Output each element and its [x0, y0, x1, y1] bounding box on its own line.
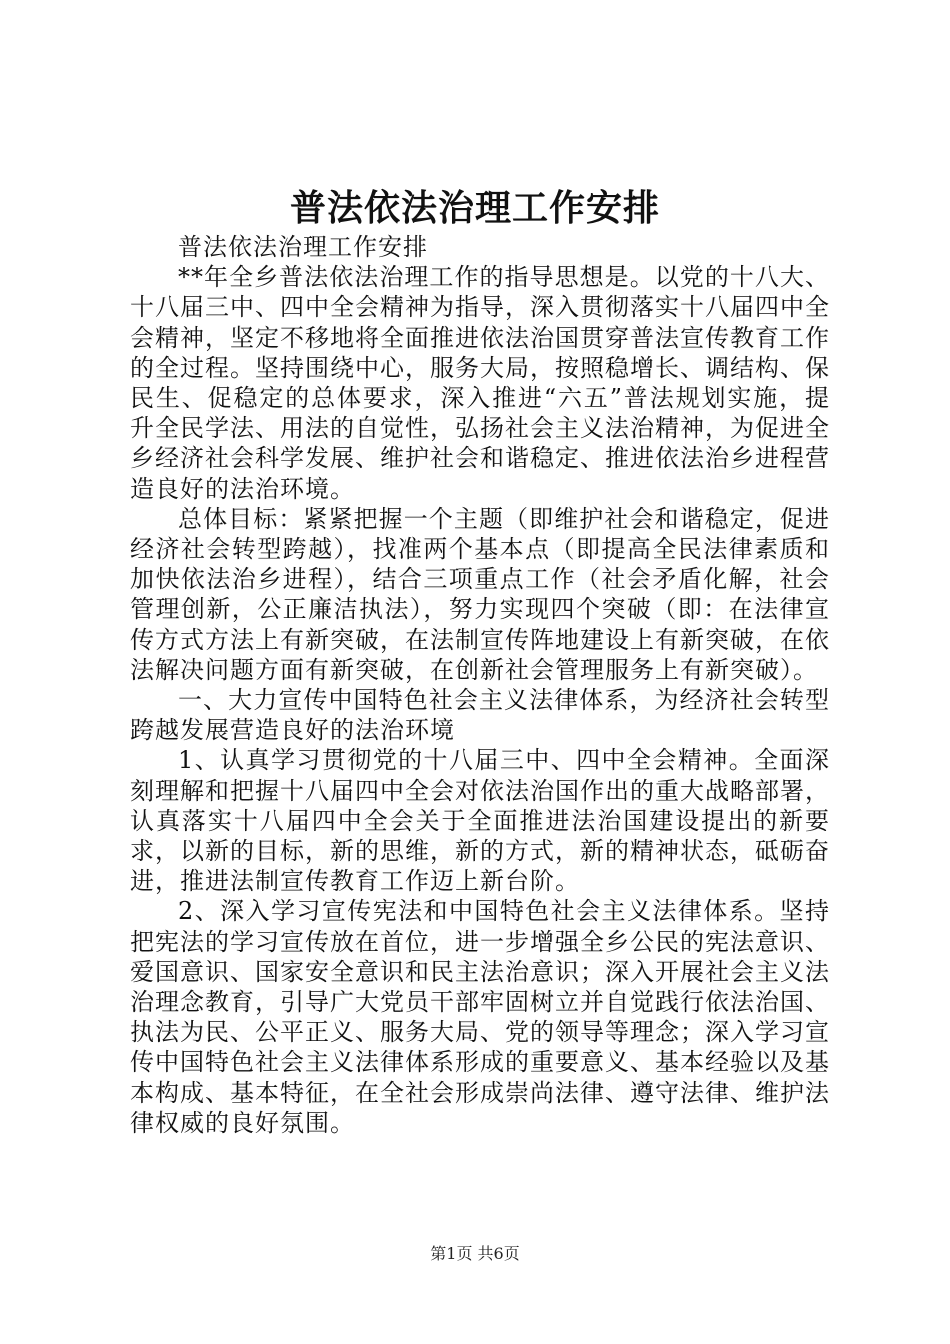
document-title: 普法依法治理工作安排	[289, 187, 660, 229]
document-body	[130, 232, 830, 1138]
paragraph-item-1: 1、认真学习贯彻党的十八届三中、四中全会精神。全面深刻理解和把握十八届四中全会对依法治国作出的重大战略部署，认真落实十八届四中全会关于全面推进法治国建设提出的新要求，以新的目标，新的思维，新的方式，新的精神状态，砥砺奋进，推进法制宣传教育工作迈上新台阶。	[130, 746, 830, 896]
paragraph-heading: 普法依法治理工作安排	[178, 233, 428, 261]
page-footer: 第1页 共6页	[430, 1244, 520, 1263]
section-heading-one: 一、大力宣传中国特色社会主义法律体系，为经济社会转型跨越发展营造良好的法治环境	[130, 686, 830, 745]
paragraph-guiding-ideology: **年全乡普法依法治理工作的指导思想是。以党的十八大、十八届三中、四中全会精神为指导，深入贯彻落实十八届四中全会精神，坚定不移地将全面推进依法治国贯穿普法宣传教育工作的全过程。坚持围绕中心，服务大局，按照稳增长、调结构、保民生、促稳定的总体要求，深入推进“六五”普法规划实施，提升全民学法、用法的自觉性，弘扬社会主义法治精神，为促进全乡经济社会科学发展、维护社会和谐稳定、推进依法治乡进程营造良好的法治环境。	[130, 263, 830, 503]
paragraph-item-2: 2、深入学习宣传宪法和中国特色社会主义法律体系。坚持把宪法的学习宣传放在首位，进一步增强全乡公民的宪法意识、爱国意识、国家安全意识和民主法治意识；深入开展社会主义法治理念教育，引导广大党员干部牢固树立并自觉践行依法治国、执法为民、公平正义、服务大局、党的领导等理念；深入学习宣传中国特色社会主义法律体系形成的重要意义、基本经验以及基本构成、基本特征，在全社会形成崇尚法律、遵守法律、维护法律权威的良好氛围。	[130, 897, 830, 1137]
paragraph-overall-goal: 总体目标：紧紧把握一个主题（即维护社会和谐稳定，促进经济社会转型跨越），找准两个基本点（即提高全民法律素质和加快依法治乡进程），结合三项重点工作（社会矛盾化解，社会管理创新，公正廉洁执法），努力实现四个突破（即：在法律宣传方式方法上有新突破，在法制宣传阵地建设上有新突破，在依法解决问题方面有新突破，在创新社会管理服务上有新突破）。	[130, 504, 830, 684]
